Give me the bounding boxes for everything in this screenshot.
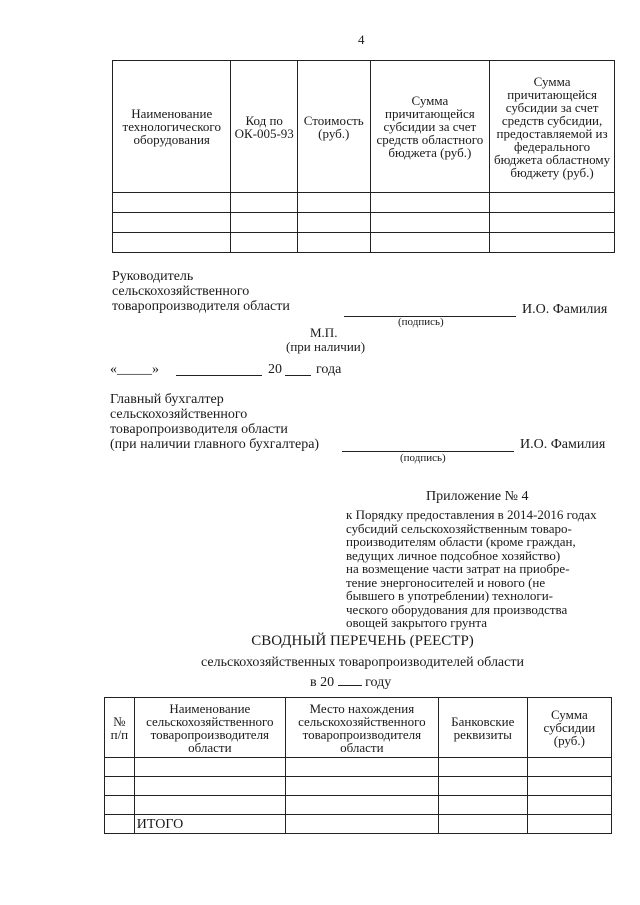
header-row-number: № п/п [105,698,135,758]
table-row [105,777,612,796]
date-month-line [176,361,262,376]
page-number: 4 [358,32,365,47]
date-day: «_____» [110,362,159,377]
registry-year: в 20 году [310,675,392,690]
accountant-signature-label: (подпись) [400,452,446,464]
table-row [113,233,615,253]
accountant-name: И.О. Фамилия [520,437,606,452]
date-year-line [285,361,311,376]
accountant-signature-line [342,437,514,452]
equipment-table [112,60,615,253]
stamp-label: М.П. [310,325,338,340]
appendix-heading: Приложение № 4 [426,489,529,504]
header-equipment-name: Наименование технологического оборудования [113,61,231,193]
header-location: Место нахождения сельскохозяйственного товаропроизводителя области [285,698,438,758]
header-code: Код по ОК-005-93 [231,61,297,193]
table-header-row [105,698,612,758]
registry-title: СВОДНЫЙ ПЕРЕЧЕНЬ (РЕЕСТР) [251,633,474,649]
total-row [105,815,612,834]
date-year-prefix: 20 [268,362,282,377]
header-subsidy-amount: Сумма субсидии (руб.) [527,698,611,758]
table-row [105,796,612,815]
manager-signature-line [344,302,516,317]
registry-subtitle: сельскохозяйственных товаропроизводителей области [201,655,524,670]
manager-role: Руководитель сельскохозяйственного товаропроизводителя области [112,269,290,314]
stamp-note: (при наличии) [286,339,366,354]
header-federal-subsidy: Сумма причитающейся субсидии за счет средств субсидии, предоставляемой из федерального бюджета областному бюджету (руб.) [490,61,615,193]
header-producer-name: Наименование сельскохозяйственного товаропроизводителя области [134,698,285,758]
header-regional-subsidy: Сумма причитающейся субсидии за счет средств областного бюджета (руб.) [370,61,490,193]
manager-name: И.О. Фамилия [522,302,608,317]
registry-table [104,697,612,834]
manager-signature-label: (подпись) [398,316,444,328]
header-cost: Стоимость (руб.) [297,61,370,193]
date-year-suffix: года [316,362,342,377]
table-row [113,193,615,213]
table-header-row [113,61,615,193]
appendix-text: к Порядку предоставления в 2014-2016 годах субсидий сельскохозяйственным товаро- производителям области (кроме граждан, ведущих личное подсобное хозяйство) на возмещение части затрат на приобре- тение энергоносителей и нового (не бывшего в употреблении) технологи- ческого оборудования для производства овощей закрытого грунта [346,507,597,630]
header-bank-details: Банковские реквизиты [438,698,527,758]
accountant-role: Главный бухгалтер сельскохозяйственного товаропроизводителя области (при наличии главного бухгалтера) [110,392,320,452]
table-row [113,213,615,233]
total-label: ИТОГО [134,815,285,834]
table-row [105,758,612,777]
